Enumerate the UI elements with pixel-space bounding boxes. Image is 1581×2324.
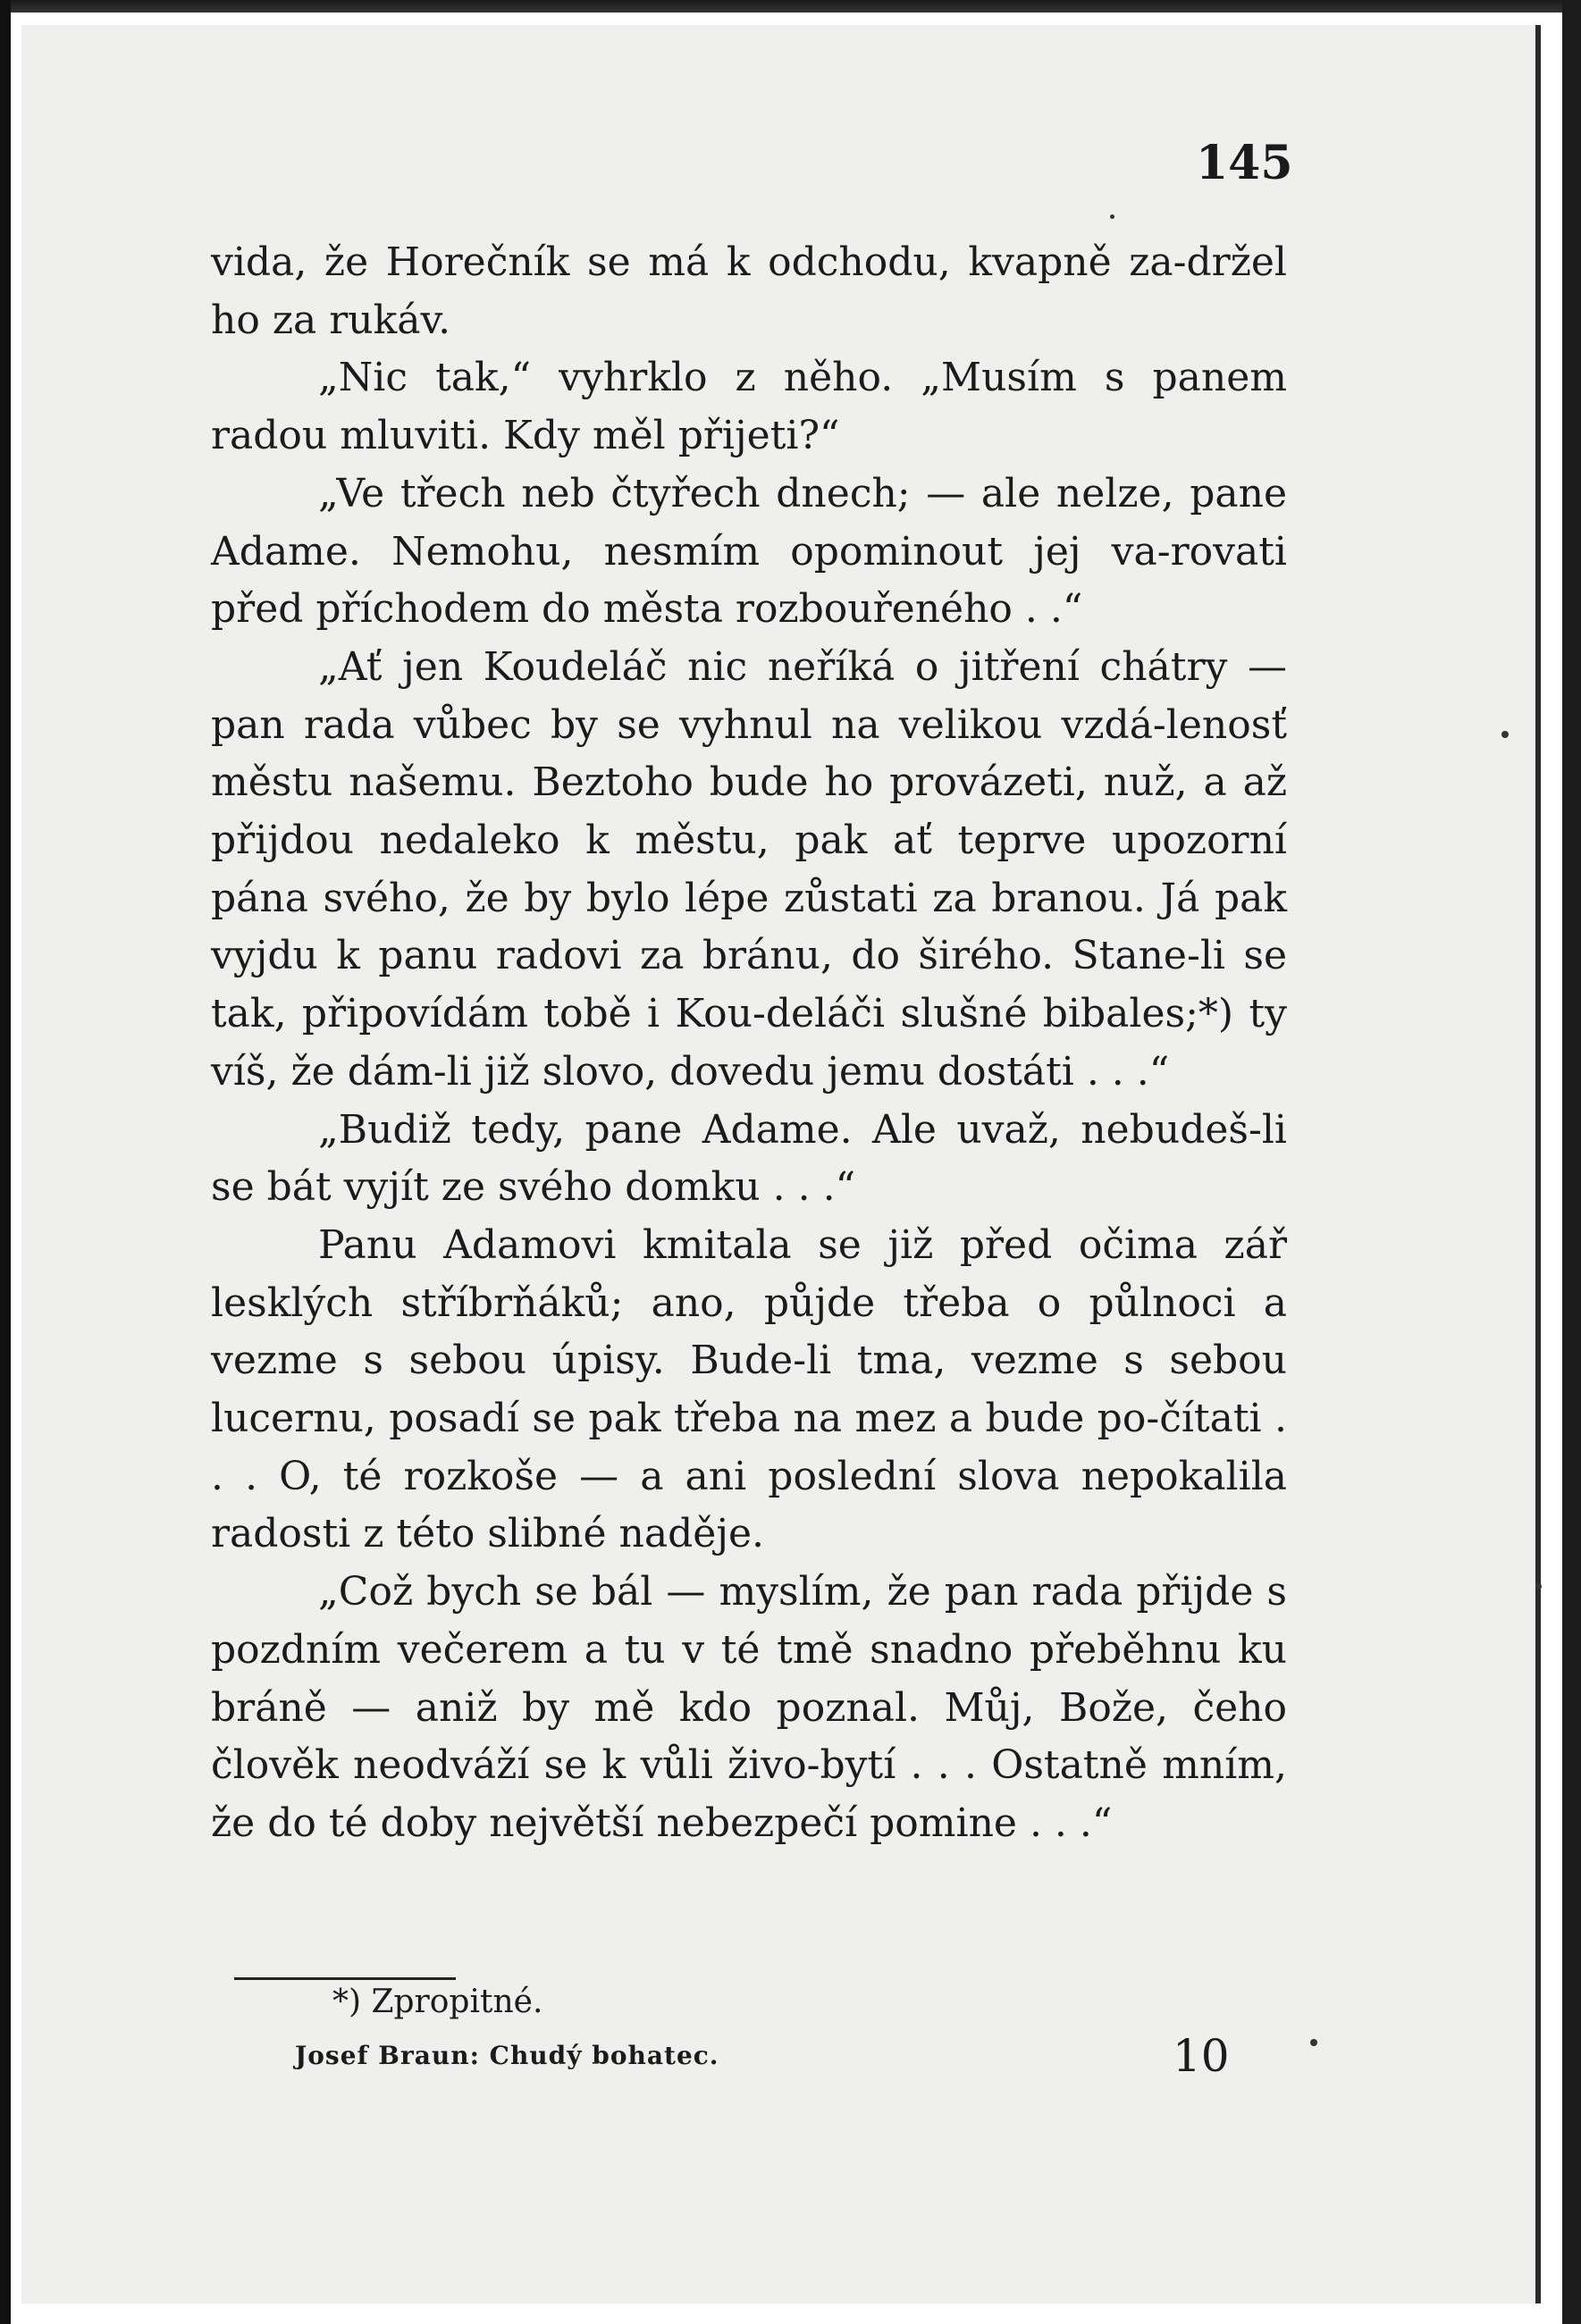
- paragraph-2: „Nic tak,“ vyhrklo z něho. „Musím s panem radou mluviti. Kdy měl přijeti?“: [211, 355, 1287, 459]
- paragraph-5: „Budiž tedy, pane Adame. Ale uvaž, nebudeš-li se bát vyjít ze svého domku . . .“: [211, 1106, 1287, 1211]
- paragraph-7: „Což bych se bál — myslím, že pan rada přijde s pozdním večerem a tu v té tmě snadno přeběhnu ku bráně — aniž by mě kdo poznal. Můj, Bože, čeho člověk neodváží se k vůli živo-bytí . . . Ostatně mním, že do té doby největší nebezpečí pomine . . .“: [211, 1569, 1287, 1846]
- paragraph-3: „Ve třech neb čtyřech dnech; — ale nelze, pane Adame. Nemohu, nesmím opominout jej va-rovati před příchodem do města rozbouřeného . .“: [211, 470, 1287, 633]
- scan-speck: [1310, 2039, 1317, 2046]
- scan-top-border: [0, 0, 1581, 13]
- paragraph-4: „Ať jen Koudeláč nic neříká o jitření chátry — pan rada vůbec by se vyhnul na velikou vzdá-lenosť městu našemu. Beztoho bude ho provázeti, nuž, a až přijdou nedaleko k městu, pak ať teprve upozorní pána svého, že by bylo lépe zůstati za branou. Já pak vyjdu k panu radovi za bránu, do širého. Stane-li se tak, připovídám tobě i Kou-deláči slušné bibales;*) ty víš, že dám-li již slovo, dovedu jemu dostáti . . .“: [211, 643, 1287, 1095]
- scan-left-border: [0, 0, 11, 2324]
- scan-right-border: [1562, 0, 1581, 2324]
- body-text: [211, 234, 1287, 1853]
- sheet-number: 10: [1173, 2030, 1230, 2082]
- signature-line: Josef Braun: Chudý bohatec.: [295, 2041, 719, 2070]
- scan-speck: [1110, 214, 1114, 219]
- footnote-rule: [234, 1977, 456, 1980]
- footnote: *) Zpropitné.: [332, 1984, 543, 2020]
- paragraph-6: Panu Adamovi kmitala se již před očima zář lesklých stříbrňáků; ano, půjde třeba o půlnoci a vezme s sebou úpisy. Bude-li tma, vezme s sebou lucernu, posadí se pak třeba na mez a bude po-čítati . . . O, té rozkoše — a ani poslední slova nepokalila radosti z této slibné naděje.: [211, 1221, 1287, 1557]
- page-number: 145: [1196, 136, 1293, 190]
- paragraph-1: vida, že Horečník se má k odchodu, kvapně za-držel ho za rukáv.: [211, 239, 1287, 343]
- scan-speck: [1501, 731, 1509, 738]
- scan-speck: [1535, 1583, 1542, 1590]
